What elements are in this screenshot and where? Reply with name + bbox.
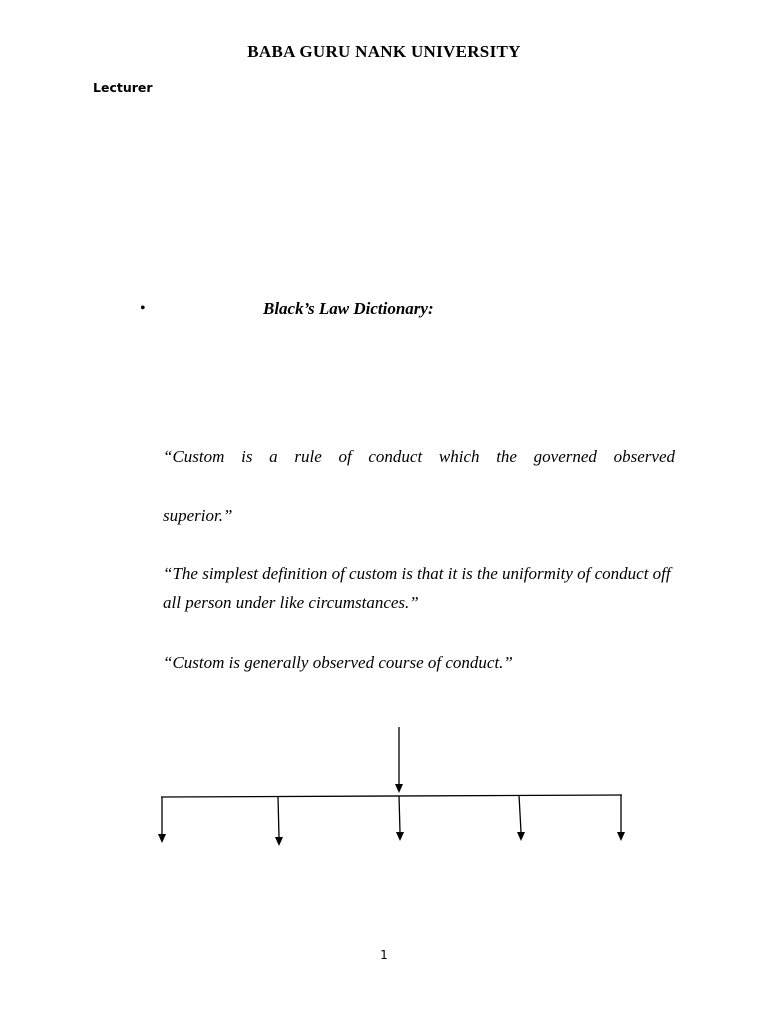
diagram-branch-4-arrowhead [517, 832, 525, 841]
diagram-stem-arrowhead [395, 784, 403, 793]
section-heading: Black’s Law Dictionary: [263, 299, 434, 318]
diagram-branch-4-line [519, 795, 521, 832]
quote-simplest-definition: “The simplest definition of custom is that it is the uniformity of conduct off all person under like circumstances.” [163, 564, 671, 612]
quote-custom-rule-line1: “Custom is a rule of conduct which the governed observed [163, 447, 675, 466]
diagram-branch-2-line [278, 797, 279, 837]
document-title: BABA GURU NANK UNIVERSITY [247, 42, 521, 61]
bullet-point: • [140, 300, 146, 317]
lecturer-label: Lecturer [93, 80, 153, 95]
quote-observed-course: “Custom is generally observed course of conduct.” [163, 653, 513, 672]
diagram-branch-1-arrowhead [158, 834, 166, 843]
diagram-branch-5-arrowhead [617, 832, 625, 841]
quote-custom-rule-line2: superior.” [163, 506, 233, 525]
diagram-branch-3-line [399, 796, 400, 832]
page-number: 1 [380, 948, 388, 962]
diagram-horizontal-bar [161, 795, 622, 797]
diagram-branch-3-arrowhead [396, 832, 404, 841]
diagram-branch-2-arrowhead [275, 837, 283, 846]
